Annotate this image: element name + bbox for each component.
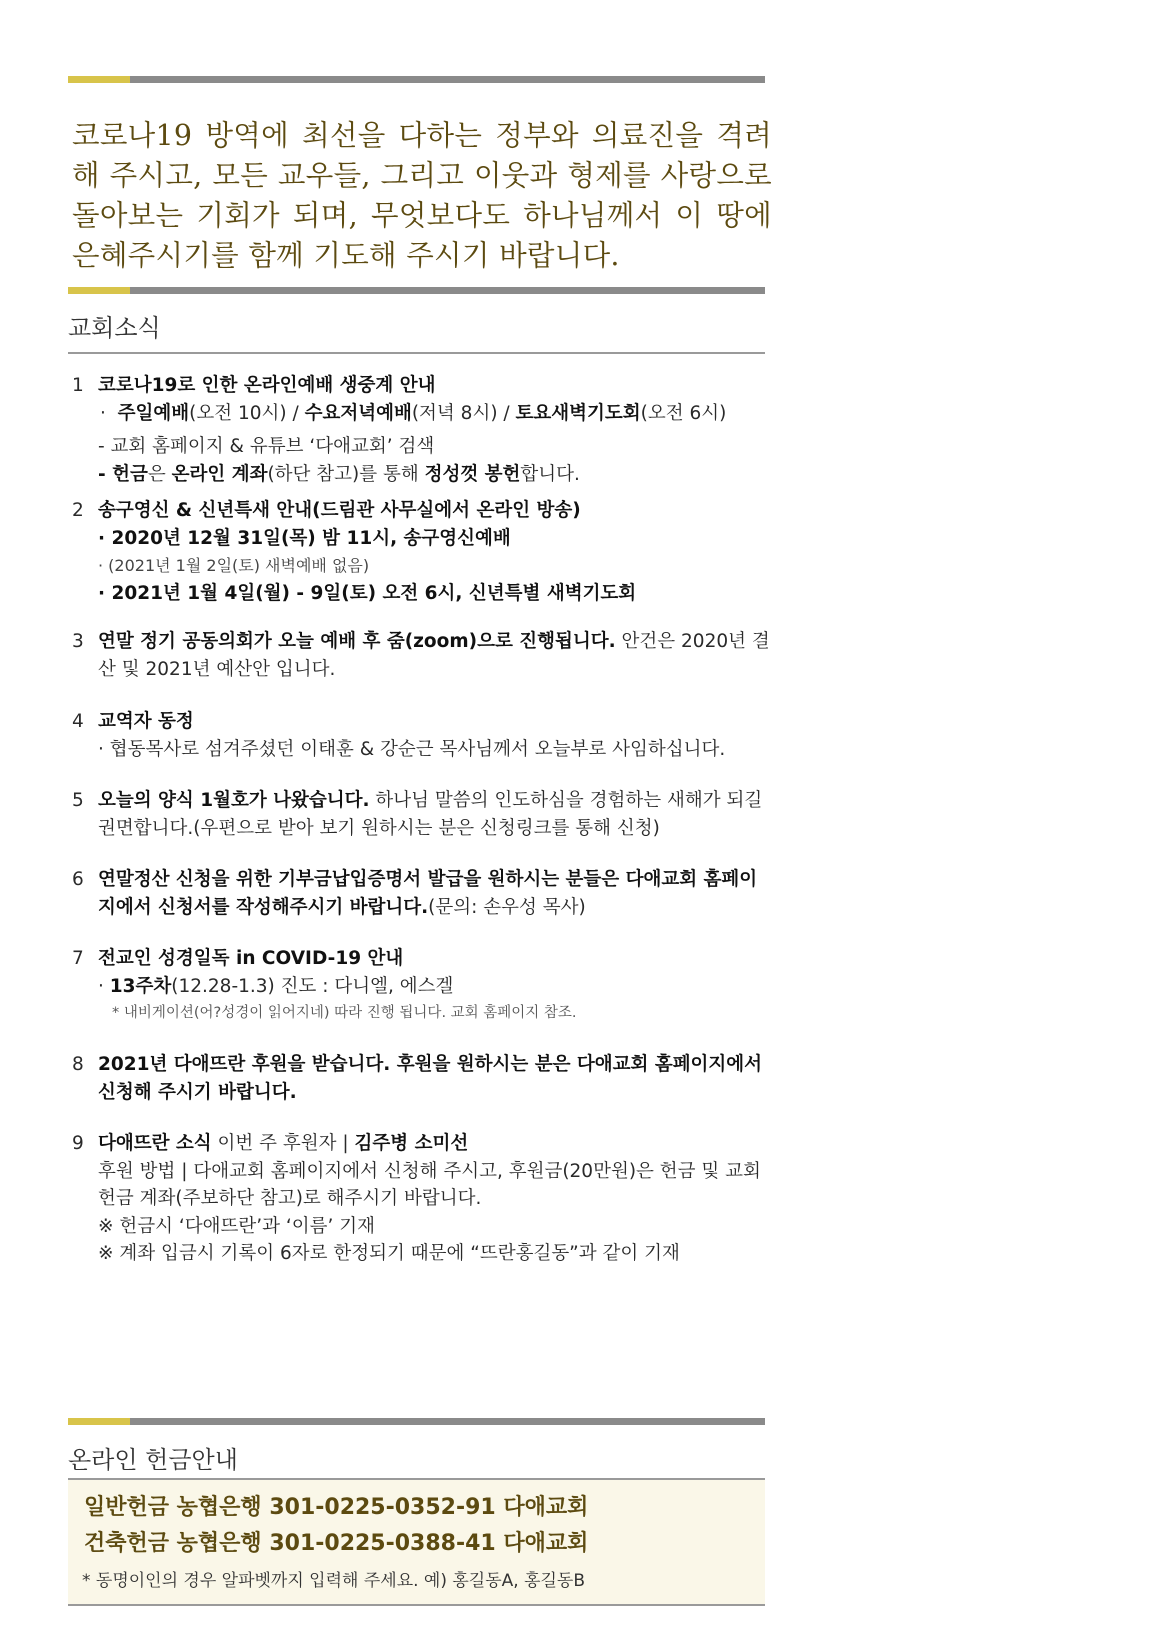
- item-heading: 다애뜨란 소식: [98, 1133, 212, 1154]
- item-text: 하나님 말씀의 인도하심을 경험하는 새해가 되길 권면합니다.(우편으로 받아 보기 원하시는 분은 신청링크를 통해 신청): [98, 790, 763, 839]
- item-line: · 협동목사로 섬겨주셨던 이태훈 & 강순근 목사님께서 오늘부로 사임하십니다.: [98, 738, 726, 760]
- donor-names: 김주병 소미선: [354, 1133, 469, 1154]
- item-number: 8: [72, 1054, 84, 1075]
- item-number: 5: [72, 790, 84, 811]
- item-line: · (2021년 1월 2일(토) 새벽예배 없음): [98, 556, 370, 575]
- item-number: 4: [72, 711, 84, 732]
- news-item-6: [72, 866, 772, 921]
- offering-section-title: 온라인 헌금안내: [68, 1446, 238, 1474]
- bullet: ·: [100, 402, 106, 424]
- item-bold-text: 연말 정기 공동의회가 오늘 예배 후 줌(zoom)으로 진행됩니다.: [98, 631, 616, 652]
- news-item-9: [72, 1130, 772, 1268]
- item-note: * 내비게이션(어?성경이 읽어지네) 따라 진행 됩니다. 교회 홈페이지 참조.: [112, 1005, 577, 1021]
- item-line: · 2021년 1월 4일(월) - 9일(토) 오전 6시, 신년특별 새벽기도회: [98, 582, 637, 604]
- item-number: 3: [72, 631, 84, 652]
- text-run: 합니다.: [520, 463, 580, 485]
- item-number: 6: [72, 869, 84, 890]
- item-heading: 교역자 동정: [98, 711, 194, 732]
- news-item-2: [72, 497, 772, 607]
- worship-wednesday: 수요저녁예배: [304, 402, 412, 424]
- worship-sunday: 주일예배: [117, 402, 190, 424]
- item-text: 안건은 2020년 결산 및 2021년 예산안 입니다.: [98, 631, 770, 680]
- text-run: (하단 참고)를 통해: [267, 463, 425, 485]
- news-title-underline: [68, 352, 765, 354]
- item-number: 9: [72, 1133, 84, 1154]
- news-item-5: [72, 787, 772, 842]
- news-item-4: [72, 708, 772, 763]
- section-rule-offering: [68, 1418, 765, 1425]
- item-line: ※ 헌금시 ‘다애뜨란’과 ‘이름’ 기재: [98, 1215, 375, 1237]
- item-bold-text: 연말정산 신청을 위한 기부금납입증명서 발급을 원하시는 분들은 다애교회 홈페이지에서 신청서를 작성해주시기 바랍니다.: [98, 869, 758, 918]
- top-rule: [68, 76, 765, 83]
- donor-label: 이번 주 후원자 |: [211, 1133, 355, 1154]
- dash: -: [98, 463, 113, 485]
- online-account-word: 온라인 계좌: [171, 463, 268, 485]
- news-item-8: [72, 1051, 772, 1106]
- text-run: 은: [147, 463, 172, 485]
- item-text: (문의: 손우성 목사): [428, 896, 586, 918]
- item-line: · 2020년 12월 31일(목) 밤 11시, 송구영신예배: [98, 527, 511, 549]
- item-line: - 교회 홈페이지 & 유튜브 ‘다애교회’ 검색: [98, 436, 435, 457]
- item-bold-text: 오늘의 양식 1월호가 나왔습니다.: [98, 790, 370, 811]
- week-label: 13주차: [109, 975, 172, 997]
- item-number: 7: [72, 948, 84, 969]
- worship-sunday-time: (오전 10시) /: [189, 402, 305, 424]
- news-item-7: [72, 945, 772, 1028]
- progress-text: (12.28-1.3) 진도 : 다니엘, 에스겔: [171, 975, 454, 997]
- item-heading: 코로나19로 인한 온라인예배 생중계 안내: [98, 375, 436, 396]
- prayer-text: 코로나19 방역에 최선을 다하는 정부와 의료진을 격려해 주시고, 모든 교우들, 그리고 이웃과 형제를 사랑으로 돌아보는 기회가 되며, 무엇보다도 하나님께서 이 땅에 은혜주시기를 함께 기도해 주시기 바랍니다.: [72, 119, 772, 272]
- item-number: 1: [72, 375, 84, 396]
- worship-wednesday-time: (저녁 8시) /: [411, 402, 516, 424]
- item-line: ※ 계좌 입금시 기록이 6자로 한정되기 때문에 “뜨란홍길동”과 같이 기재: [98, 1243, 680, 1264]
- section-rule-news: [68, 287, 765, 294]
- item-bold-text: 2021년 다애뜨란 후원을 받습니다. 후원을 원하시는 분은 다애교회 홈페이지에서 신청해 주시기 바랍니다.: [98, 1054, 763, 1103]
- offering-word: 헌금: [112, 463, 148, 485]
- worship-saturday: 토요새벽기도회: [515, 402, 641, 424]
- worship-saturday-time: (오전 6시): [640, 402, 727, 424]
- item-number: 2: [72, 500, 84, 521]
- item-heading: 송구영신 & 신년특새 안내(드림관 사무실에서 온라인 방송): [98, 500, 581, 521]
- general-offering-account: 일반헌금 농협은행 301-0225-0352-91 다애교회: [84, 1495, 589, 1520]
- sincere-offering-word: 정성껏 봉헌: [424, 463, 521, 485]
- news-item-1: [72, 372, 772, 488]
- item-line: 후원 방법 | 다애교회 홈페이지에서 신청해 주시고, 후원금(20만원)은 헌금 및 교회헌금 계좌(주보하단 참고)로 해주시기 바랍니다.: [98, 1160, 761, 1209]
- offering-account-box: [68, 1478, 765, 1606]
- bullet: ·: [98, 975, 110, 997]
- item-heading: 전교인 성경일독 in COVID-19 안내: [98, 948, 404, 969]
- news-item-3: [72, 628, 772, 683]
- building-offering-account: 건축헌금 농협은행 301-0225-0388-41 다애교회: [84, 1531, 589, 1556]
- account-note: * 동명이인의 경우 알파벳까지 입력해 주세요. 예) 홍길동A, 홍길동B: [82, 1571, 586, 1591]
- news-section-title: 교회소식: [68, 314, 161, 342]
